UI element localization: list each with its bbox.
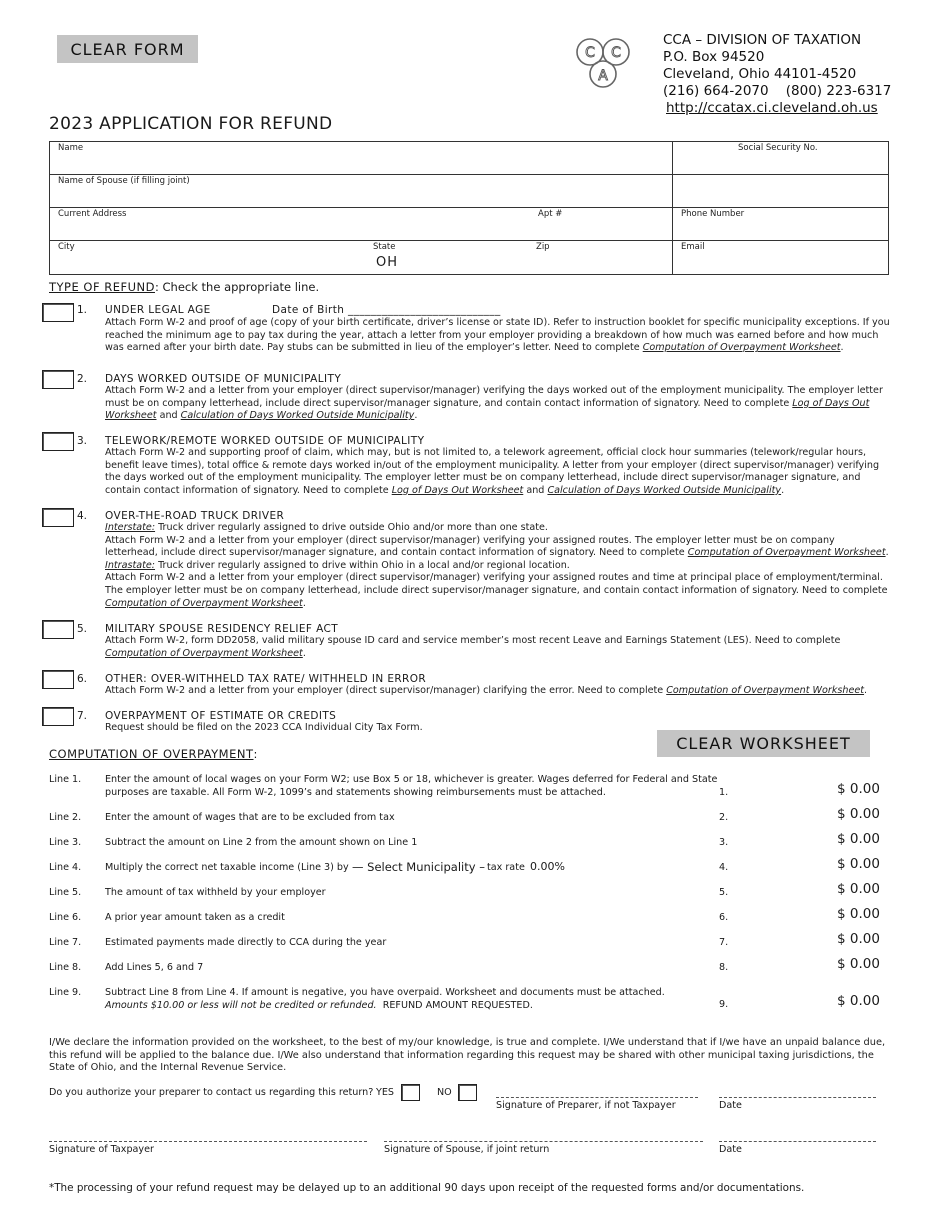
line-3-amount[interactable]: $ 0.00 <box>837 831 880 847</box>
declaration-text: I/We declare the information provided on the worksheet, to the best of my/our knowledge, is true and complete. I/We understand that if I/we have an unpaid balance due, this refund will be applied to the balance due. I/We also understand that information regarding this request may be shared with other municipal taxing jurisdictions, the State of Ohio, and the Internal Revenue Service. <box>49 1037 886 1074</box>
refund-type-2-number: 2. <box>77 373 88 385</box>
phone-field[interactable] <box>673 208 889 241</box>
footnote: *The processing of your refund request may be delayed up to an additional 90 days upon receipt of the requested forms and/or documentations. <box>49 1182 805 1194</box>
tax-rate-label: tax rate <box>487 862 525 873</box>
line-9-text-main: Subtract Line 8 from Line 4. If amount is negative, you have overpaid. Worksheet and documents must be attached. <box>105 987 665 998</box>
refund-type-heading <box>49 280 319 294</box>
state-value[interactable]: OH <box>376 255 399 270</box>
computation-worksheet-link[interactable]: Computation of Overpayment Worksheet <box>687 547 886 559</box>
preparer-date-label: Date <box>719 1100 742 1111</box>
yes-label: YES <box>376 1087 395 1098</box>
preparer-date-line[interactable] <box>719 1097 876 1098</box>
preparer-signature-line[interactable] <box>496 1097 698 1098</box>
refund-type-3-description <box>105 447 890 497</box>
refund-type-3-number: 3. <box>77 435 88 447</box>
name-field[interactable] <box>50 142 673 175</box>
line-8-number: 8. <box>719 962 729 973</box>
line-6-label: Line 6. <box>49 912 82 923</box>
line-1-number: 1. <box>719 787 729 798</box>
line-5-label: Line 5. <box>49 887 82 898</box>
line-6-amount[interactable]: $ 0.00 <box>837 906 880 922</box>
preparer-question: Do you authorize your preparer to contact us regarding this return? <box>49 1087 374 1098</box>
computation-worksheet-link[interactable]: Computation of Overpayment Worksheet <box>105 597 303 609</box>
refund-type-6-checkbox[interactable] <box>42 670 74 689</box>
refund-type-2-checkbox[interactable] <box>42 370 74 389</box>
refund-type-1-desc-end: . <box>840 342 844 354</box>
calculation-days-worked-link[interactable]: Calculation of Days Worked Outside Municipality <box>547 484 782 496</box>
line-1-amount[interactable]: $ 0.00 <box>837 781 880 797</box>
agency-url-link[interactable]: http://ccatax.ci.cleveland.oh.us <box>666 100 878 116</box>
address-label: Current Address <box>58 209 127 219</box>
refund-type-6-description <box>105 685 890 698</box>
computation-heading-text: COMPUTATION OF OVERPAYMENT <box>49 747 254 761</box>
refund-type-7-checkbox[interactable] <box>42 707 74 726</box>
line-3-text: Subtract the amount on Line 2 from the amount shown on Line 1 <box>105 837 418 848</box>
state-label: State <box>373 242 396 252</box>
refund-type-6-title: OTHER: OVER-WITHHELD TAX RATE/ WITHHELD IN ERROR <box>105 673 427 685</box>
computation-worksheet-link[interactable]: Computation of Overpayment Worksheet <box>666 685 865 696</box>
log-of-days-out-link[interactable]: Log of Days Out Worksheet <box>391 484 524 496</box>
line-4-amount[interactable]: $ 0.00 <box>837 856 880 872</box>
computation-heading <box>49 747 257 761</box>
spouse-signature-label: Signature of Spouse, if joint return <box>384 1144 550 1155</box>
municipality-select[interactable]: — Select Municipality – <box>352 860 485 874</box>
refund-type-7-number: 7. <box>77 710 88 722</box>
spouse-ssn-field[interactable] <box>673 175 889 208</box>
line-7-amount[interactable]: $ 0.00 <box>837 931 880 947</box>
taxpayer-date-line[interactable] <box>719 1141 876 1142</box>
refund-type-1-desc-text: Attach Form W-2 and proof of age (copy of your birth certificate, driver’s license or state ID). Refer to instruction booklet for specific municipality exceptions. If you reached the minimum age to pay tax during the year, attach a letter from your employer providing a breakdown of how much was earned before and how much was earned after your birth date. Pay stubs can be submitted in lieu of the employer’s letter. Need to complete <box>105 317 890 354</box>
line-2-text: Enter the amount of wages that are to be excluded from tax <box>105 812 395 823</box>
refund-type-5-desc-end: . <box>302 647 306 659</box>
refund-type-4-description <box>105 522 890 610</box>
line-4-number: 4. <box>719 862 729 873</box>
intrastate-text: Truck driver regularly assigned to drive within Ohio in a local and/or regional location. <box>155 559 570 571</box>
line-2-amount[interactable]: $ 0.00 <box>837 806 880 822</box>
computation-worksheet-link[interactable]: Computation of Overpayment Worksheet <box>105 647 303 659</box>
interstate-desc: Attach Form W-2 and a letter from your employer (direct supervisor/manager) verifying your assigned routes. The employer letter must be on company letterhead, include direct supervisor/manager signature, and contain contact information of signatory. Need to complete <box>105 534 835 559</box>
refund-type-5-desc-text: Attach Form W-2, form DD2058, valid military spouse ID card and service member’s most recent Leave and Earnings Statement (LES). Need to complete <box>105 635 841 646</box>
refund-type-5-number: 5. <box>77 623 88 635</box>
refund-type-3-desc-mid: and <box>523 484 548 496</box>
refund-type-4-title: OVER-THE-ROAD TRUCK DRIVER <box>105 510 285 522</box>
line-6-number: 6. <box>719 912 729 923</box>
city-state-zip-field[interactable] <box>50 241 673 274</box>
agency-phones: (216) 664-2070 (800) 223-6317 <box>663 83 892 99</box>
line-1-text: Enter the amount of local wages on your Form W2; use Box 5 or 18, whichever is greater. Wages deferred for Federal and State purposes are taxable. All Form W-2, 1099’s and statements showing reimbursements must be attached. <box>105 774 718 798</box>
line-9-text <box>105 987 705 1013</box>
line-7-text: Estimated payments made directly to CCA during the year <box>105 937 387 948</box>
refund-type-6-number: 6. <box>77 673 88 685</box>
spouse-name-field[interactable] <box>50 175 673 208</box>
computation-worksheet-link[interactable]: Computation of Overpayment Worksheet <box>642 342 841 354</box>
form-title: 2023 APPLICATION FOR REFUND <box>49 114 333 134</box>
line-3-number: 3. <box>719 837 729 848</box>
ssn-label: Social Security No. <box>738 143 818 153</box>
line-9-amount[interactable]: $ 0.00 <box>837 993 880 1009</box>
log-of-days-out-link[interactable]: Log of Days Out Worksheet <box>105 397 870 422</box>
agency-name: CCA – DIVISION OF TAXATION <box>663 32 862 48</box>
line-9-number: 9. <box>719 999 729 1010</box>
apt-label: Apt # <box>538 209 563 219</box>
line-2-label: Line 2. <box>49 812 82 823</box>
refund-type-4-desc-end-a: . <box>885 547 889 559</box>
line-1-label: Line 1. <box>49 774 82 785</box>
refund-type-2-title: DAYS WORKED OUTSIDE OF MUNICIPALITY <box>105 373 342 385</box>
line-4-text: Multiply the correct net taxable income (Line 3) by <box>105 862 349 873</box>
line-9-text-italic: Amounts $10.00 or less will not be credited or refunded. <box>105 999 377 1011</box>
taxpayer-date-label: Date <box>719 1144 742 1155</box>
logo-letter-a: A <box>598 68 608 84</box>
agency-address <box>663 32 891 117</box>
refund-type-2-desc-end: . <box>414 410 418 422</box>
logo-letter-c1: C <box>585 45 595 61</box>
line-5-amount[interactable]: $ 0.00 <box>837 881 880 897</box>
refund-type-1-checkbox[interactable] <box>42 303 74 322</box>
tax-rate-value: 0.00% <box>530 860 565 873</box>
line-8-amount[interactable]: $ 0.00 <box>837 956 880 972</box>
refund-type-3-title: TELEWORK/REMOTE WORKED OUTSIDE OF MUNICIPALITY <box>105 435 425 447</box>
line-5-number: 5. <box>719 887 729 898</box>
line-4-label: Line 4. <box>49 862 82 873</box>
taxpayer-signature-line[interactable] <box>49 1141 367 1142</box>
refund-type-2-desc-mid: and <box>156 410 181 422</box>
date-of-birth-field[interactable]: Date of Birth ___________________________ <box>272 304 501 316</box>
refund-type-6-desc-text: Attach Form W-2 and a letter from your employer (direct supervisor/manager) clarifying the error. Need to complete <box>105 685 667 696</box>
refund-type-3-desc-end: . <box>781 484 785 496</box>
interstate-label: Interstate: <box>105 522 156 533</box>
name-label: Name <box>58 143 84 153</box>
line-8-label: Line 8. <box>49 962 82 973</box>
refund-type-6-desc-end: . <box>864 685 868 696</box>
line-3-label: Line 3. <box>49 837 82 848</box>
clear-worksheet-button[interactable]: CLEAR WORKSHEET <box>657 730 870 757</box>
phone-label: Phone Number <box>681 209 745 219</box>
line-9-label: Line 9. <box>49 987 82 998</box>
calculation-days-worked-link[interactable]: Calculation of Days Worked Outside Municipality <box>180 410 415 422</box>
refund-type-1-description <box>105 317 890 355</box>
refund-type-3-checkbox[interactable] <box>42 432 74 451</box>
ssn-field[interactable] <box>673 142 889 175</box>
refund-type-heading-text: TYPE OF REFUND <box>49 280 155 294</box>
no-label: NO <box>437 1087 452 1098</box>
refund-type-5-description <box>105 635 890 660</box>
taxpayer-signature-label: Signature of Taxpayer <box>49 1144 154 1155</box>
no-checkbox[interactable] <box>458 1084 477 1101</box>
line-2-number: 2. <box>719 812 729 823</box>
refund-type-1-number: 1. <box>77 304 88 316</box>
refund-type-4-checkbox[interactable] <box>42 508 74 527</box>
zip-label: Zip <box>536 242 550 252</box>
refund-type-5-title: MILITARY SPOUSE RESIDENCY RELIEF ACT <box>105 623 339 635</box>
yes-checkbox[interactable] <box>401 1084 420 1101</box>
address-field[interactable] <box>50 208 673 241</box>
line-8-text: Add Lines 5, 6 and 7 <box>105 962 204 973</box>
line-7-number: 7. <box>719 937 729 948</box>
agency-city-state: Cleveland, Ohio 44101-4520 <box>663 66 857 82</box>
city-label: City <box>58 242 75 252</box>
line-7-label: Line 7. <box>49 937 82 948</box>
refund-type-7-description: Request should be filed on the 2023 CCA Individual City Tax Form. <box>105 722 423 733</box>
refund-type-4-desc-end-b: . <box>302 597 306 609</box>
refund-type-5-checkbox[interactable] <box>42 620 74 639</box>
refund-type-heading-suffix: : Check the appropriate line. <box>154 280 320 294</box>
agency-po-box: P.O. Box 94520 <box>663 49 765 65</box>
clear-form-button[interactable]: CLEAR FORM <box>57 35 198 63</box>
taxpayer-info-grid <box>49 141 889 275</box>
cca-logo-icon <box>572 34 634 94</box>
email-field[interactable] <box>673 241 889 274</box>
spouse-signature-line[interactable] <box>384 1141 703 1142</box>
refund-type-1-title: UNDER LEGAL AGE <box>105 304 211 316</box>
refund-type-3-desc-text: Attach Form W-2 and supporting proof of claim, which may, but is not limited to, a telework agreement, official clock hour summaries (telework/regular hours, benefit leave times), total office & remote days worked in/out of the employment municipality. A letter from your employer (direct supervisor/manager) verifying the days worked out of the employment municipality. The employer letter must be on company letterhead, include direct supervisor/manager signature, and contain contact information of signatory. Need to complete <box>105 447 880 496</box>
preparer-signature-label: Signature of Preparer, if not Taxpayer <box>496 1100 676 1111</box>
refund-type-7-title: OVERPAYMENT OF ESTIMATE OR CREDITS <box>105 710 337 722</box>
line-9-text-tail: REFUND AMOUNT REQUESTED. <box>376 999 533 1011</box>
interstate-text: Truck driver regularly assigned to drive outside Ohio and/or more than one state. <box>155 522 548 533</box>
computation-heading-suffix: : <box>253 747 258 761</box>
refund-type-4-number: 4. <box>77 510 88 522</box>
line-6-text: A prior year amount taken as a credit <box>105 912 285 923</box>
spouse-name-label: Name of Spouse (if filling joint) <box>58 176 190 186</box>
refund-type-2-description <box>105 385 890 423</box>
logo-letter-c2: C <box>611 45 621 61</box>
email-label: Email <box>681 242 705 252</box>
intrastate-desc: Attach Form W-2 and a letter from your employer (direct supervisor/manager) verifying your assigned routes and time at principal place of employment/terminal. The employer letter must be on company letterhead, include direct supervisor/manager signature, and contain contact information of signatory. Need to complete <box>105 572 888 596</box>
intrastate-label: Intrastate: <box>105 559 156 571</box>
line-5-text: The amount of tax withheld by your employer <box>105 887 326 898</box>
refund-type-2-desc-text: Attach Form W-2 and a letter from your employer (direct supervisor/manager) verifying the days worked out of the employment municipality. The employer letter must be on company letterhead, include direct supervisor/manager signature, and contain contact information of signatory. Need to complete <box>105 385 883 409</box>
